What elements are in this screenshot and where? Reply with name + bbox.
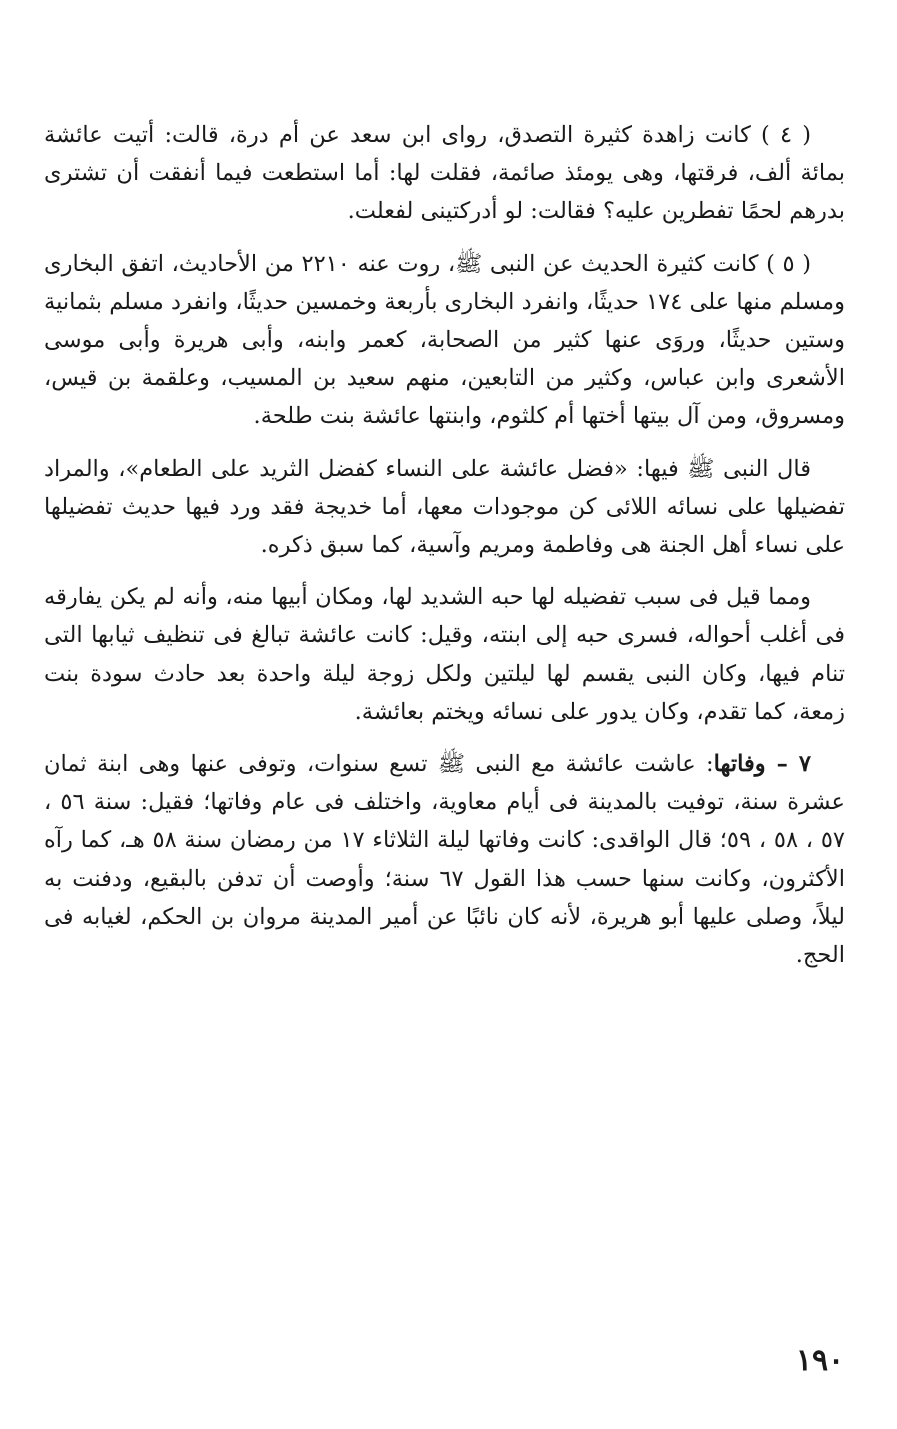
paragraph-reasons-preference: ومما قيل فى سبب تفضيله لها حبه الشديد لها، ومكان أبيها منه، وأنه لم يكن يفارقه فى أغلب أحواله، فسرى حبه إلى ابنته، وقيل: كانت عائشة تبالغ فى تنظيف ثيابها التى تنام فيها، وكان النبى يقسم لها ليلتين ولكل زوجة ليلة واحدة بعد حادث سودة بنت زمعة، كما تقدم، وكان يدور على نسائه ويختم بعائشة. [44, 584, 845, 725]
paragraph-death [44, 745, 845, 974]
paragraph-asceticism: ( ٤ ) كانت زاهدة كثيرة التصدق، رواى ابن سعد عن أم درة، قالت: أتيت عائشة بمائة ألف، فرقتها، وهى يومئذ صائمة، فقلت لها: أما استطعت فيما أنفقت أن تشترى بدرهم لحمًا تفطرين عليه؟ فقالت: لو أدركتينى لفعلت. [44, 122, 845, 225]
page-number: ١٩٠ [795, 1343, 845, 1378]
paragraph-prophet-saying: قال النبى ﷺ فيها: «فضل عائشة على النساء كفضل الثريد على الطعام»، والمراد تفضيلها على نسائه اللائى كن موجودات معها، أما خديجة فقد ورد فيها حديث تفضيلها على نساء أهل الجنة هى وفاطمة ومريم وآسية، كما سبق ذكره. [44, 455, 845, 559]
page-body [44, 116, 845, 988]
paragraph-hadith-narration: ( ٥ ) كانت كثيرة الحديث عن النبى ﷺ، روت عنه ٢٢١٠ من الأحاديث، اتفق البخارى ومسلم منها على ١٧٤ حديثًا، وانفرد البخارى بأربعة وخمسين حديثًا، وانفرد مسلم بثمانية وستين حديثًا، وروَى عنها كثير من الصحابة، كعمر وابنه، وأبى هريرة وأبى موسى الأشعرى وابن عباس، وكثير من التابعين، منهم سعيد بن المسيب، وعلقمة بن قيس، ومسروق، ومن آل بيتها أختها أم كلثوم، وابنتها عائشة بنت طلحة. [44, 250, 845, 430]
paragraph-death-body: : عاشت عائشة مع النبى ﷺ تسع سنوات، وتوفى عنها وهى ابنة ثمان عشرة سنة، توفيت بالمدينة فى أيام معاوية، واختلف فى عام وفاتها؛ فقيل: سنة ٥٦ ، ٥٧ ، ٥٨ ، ٥٩؛ قال الواقدى: كانت وفاتها ليلة الثلاثاء ١٧ من رمضان سنة ٥٨ هـ، كما رآه الأكثرون، وكانت سنها حسب هذا القول ٦٧ سنة؛ وأوصت أن تدفن بالبقيع، ودفنت به ليلاً، وصلى عليها أبو هريرة، لأنه كان نائبًا عن أمير المدينة مروان بن الحكم، لغيابه فى الحج. [44, 751, 846, 969]
section-heading-death: ٧ – وفاتها [713, 751, 811, 778]
